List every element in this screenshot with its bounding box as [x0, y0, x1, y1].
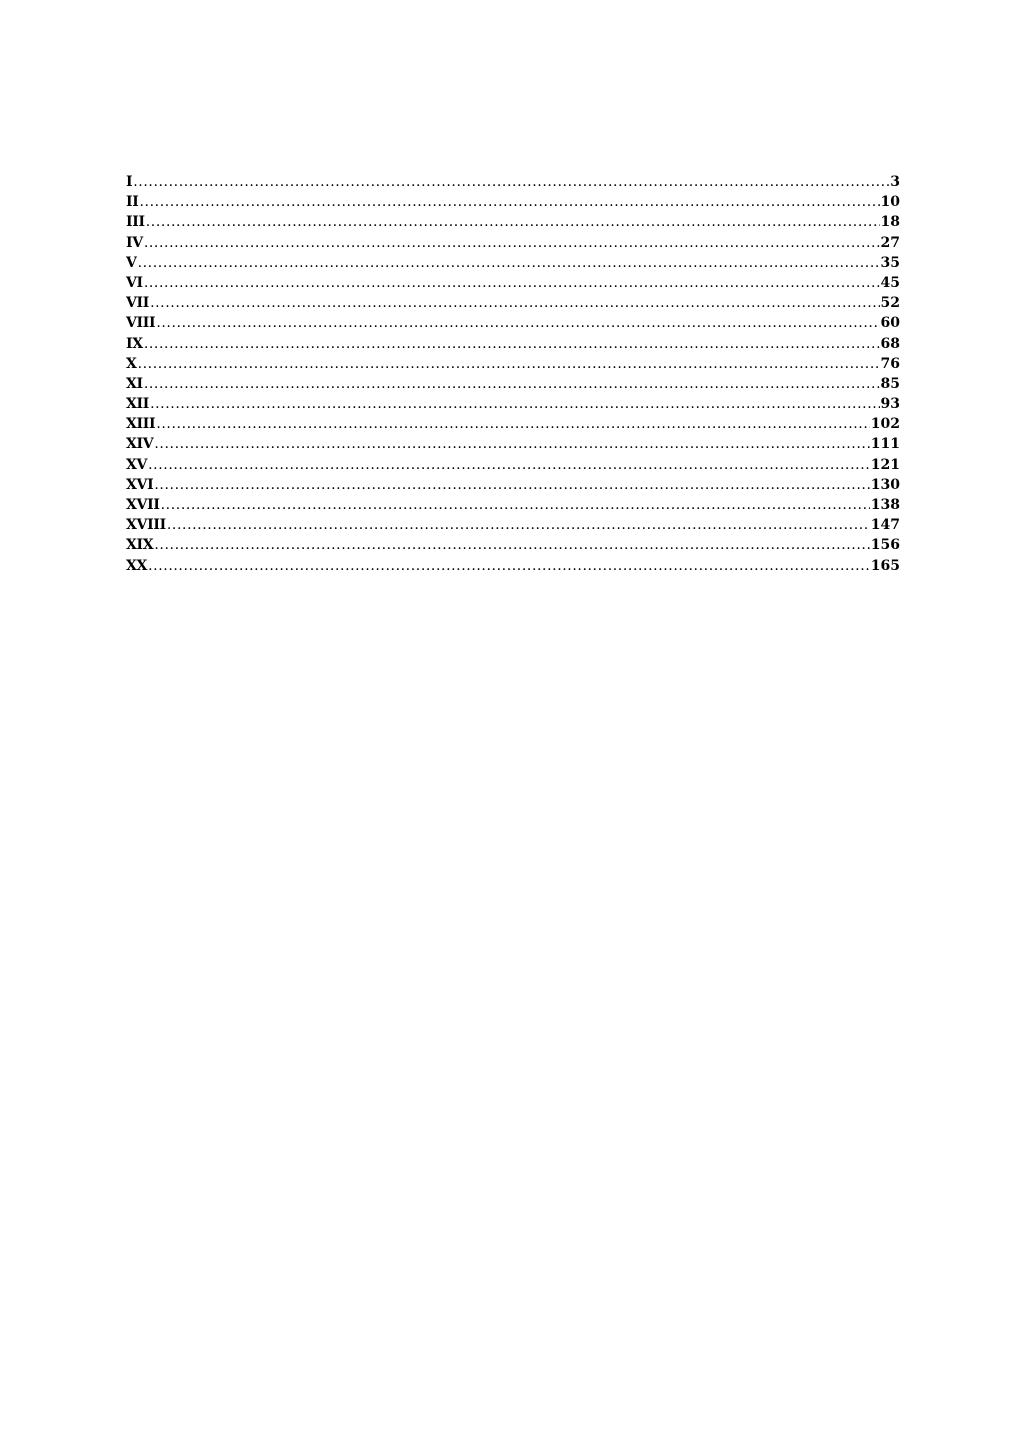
toc-chapter-label: XIV [126, 436, 154, 453]
toc-chapter-label: XVII [126, 497, 160, 513]
toc-chapter-label: VII [126, 295, 150, 312]
toc-entry-4[interactable] [126, 233, 900, 253]
toc-page-number: 85 [880, 375, 900, 392]
toc-chapter-label: XI [126, 375, 143, 392]
toc-chapter-label: XVI [126, 476, 154, 493]
toc-page-number: 76 [880, 355, 900, 372]
toc-dot-leader [154, 475, 869, 495]
toc-chapter-label: XIX [126, 537, 154, 554]
toc-entry-1[interactable] [126, 172, 900, 192]
toc-chapter-label: III [126, 214, 145, 231]
toc-page-number: 102 [870, 416, 900, 433]
toc-entry-8[interactable] [126, 313, 900, 333]
toc-dot-leader [148, 556, 870, 576]
toc-page-number: 130 [870, 476, 900, 493]
toc-entry-9[interactable] [126, 334, 900, 354]
toc-page-number: 147 [870, 517, 900, 534]
toc-chapter-label: XX [126, 557, 148, 574]
toc-dot-leader [150, 293, 879, 313]
toc-chapter-label: VI [126, 274, 143, 291]
toc-dot-leader [144, 233, 880, 253]
toc-entry-17[interactable] [126, 495, 900, 515]
toc-entry-16[interactable] [126, 475, 900, 495]
toc-dot-leader [150, 394, 879, 414]
toc-entry-14[interactable] [126, 434, 900, 454]
toc-chapter-label: IX [126, 335, 143, 352]
toc-dot-leader [138, 354, 880, 374]
toc-entry-20[interactable] [126, 556, 900, 576]
toc-page-number: 93 [880, 396, 900, 413]
toc-chapter-label: II [126, 194, 139, 211]
toc-entry-11[interactable] [126, 374, 900, 394]
toc-page-number: 111 [870, 436, 900, 453]
toc-chapter-label: I [126, 174, 133, 190]
table-of-contents [126, 172, 900, 576]
toc-page-number: 18 [880, 214, 900, 231]
toc-page-number: 68 [880, 335, 900, 352]
toc-dot-leader [144, 374, 880, 394]
toc-chapter-label: XVIII [126, 517, 166, 534]
toc-dot-leader [140, 192, 880, 212]
toc-entry-10[interactable] [126, 354, 900, 374]
toc-dot-leader [148, 455, 870, 475]
toc-dot-leader [156, 414, 869, 434]
toc-chapter-label: V [126, 254, 137, 271]
toc-page-number: 45 [880, 274, 900, 291]
toc-dot-leader [133, 172, 889, 192]
toc-entry-12[interactable] [126, 394, 900, 414]
toc-entry-18[interactable] [126, 515, 900, 535]
toc-page-number: 60 [880, 315, 900, 332]
toc-page-number: 156 [870, 537, 900, 554]
toc-dot-leader [144, 273, 880, 293]
toc-dot-leader [156, 313, 879, 333]
toc-dot-leader [154, 434, 869, 454]
toc-page-number: 10 [880, 194, 900, 211]
toc-dot-leader [167, 515, 870, 535]
toc-page-number: 35 [880, 254, 900, 271]
toc-page-number: 52 [880, 295, 900, 312]
toc-entry-5[interactable] [126, 253, 900, 273]
toc-entry-2[interactable] [126, 192, 900, 212]
toc-dot-leader [161, 495, 870, 515]
toc-dot-leader [144, 334, 880, 354]
toc-chapter-label: X [126, 355, 137, 372]
toc-entry-13[interactable] [126, 414, 900, 434]
toc-chapter-label: XIII [126, 416, 156, 433]
toc-entry-15[interactable] [126, 455, 900, 475]
toc-chapter-label: XII [126, 396, 150, 413]
toc-dot-leader [138, 253, 880, 273]
toc-chapter-label: IV [126, 234, 143, 251]
toc-entry-7[interactable] [126, 293, 900, 313]
toc-page-number: 138 [870, 497, 900, 513]
toc-entry-19[interactable] [126, 535, 900, 555]
toc-page-number: 121 [870, 456, 900, 473]
toc-page-number: 27 [880, 234, 900, 251]
toc-entry-6[interactable] [126, 273, 900, 293]
toc-chapter-label: VIII [126, 315, 156, 332]
toc-dot-leader [154, 535, 869, 555]
toc-entry-3[interactable] [126, 212, 900, 232]
toc-page-number: 3 [890, 174, 900, 190]
toc-chapter-label: XV [126, 456, 148, 473]
toc-dot-leader [146, 212, 880, 232]
toc-page-number: 165 [870, 557, 900, 574]
